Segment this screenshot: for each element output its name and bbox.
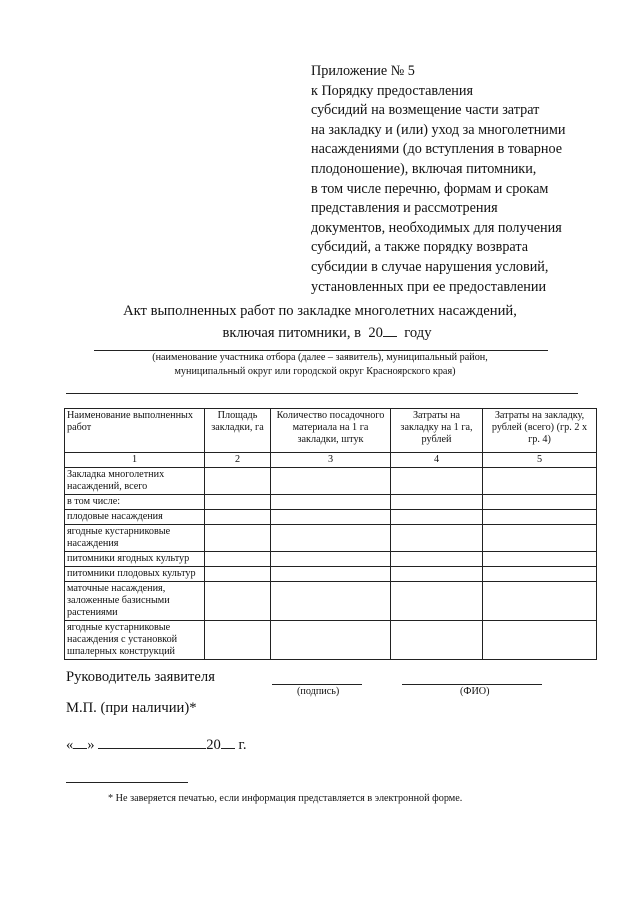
table-cell[interactable] — [205, 510, 271, 525]
row-label: питомники плодовых культур — [65, 567, 205, 582]
table-cell[interactable] — [391, 582, 483, 621]
appendix-line: документов, необходимых для получения — [311, 219, 562, 236]
table-row — [65, 468, 597, 495]
works-table — [64, 408, 597, 660]
column-number: 3 — [271, 453, 391, 468]
table-row — [65, 552, 597, 567]
column-number: 2 — [205, 453, 271, 468]
date-close-quote: » — [87, 737, 95, 753]
appendix-line: Приложение № 5 — [311, 63, 415, 79]
table-cell[interactable] — [205, 552, 271, 567]
table-cell[interactable] — [271, 468, 391, 495]
table-cell[interactable] — [205, 495, 271, 510]
header-works: Наименование выполненных работ — [65, 409, 205, 453]
table-cell[interactable] — [483, 621, 597, 660]
appendix-line: субсидий, а также порядку возврата — [311, 239, 529, 256]
table-cell[interactable] — [391, 495, 483, 510]
act-title-line-1: Акт выполненных работ по закладке многолетних насаждений, — [123, 303, 517, 319]
table-cell[interactable] — [271, 525, 391, 552]
table-cell[interactable] — [271, 621, 391, 660]
table-cell[interactable] — [483, 582, 597, 621]
table-cell[interactable] — [205, 525, 271, 552]
table-row — [65, 525, 597, 552]
table-cell[interactable] — [271, 510, 391, 525]
appendix-header — [311, 62, 611, 297]
footnote: * Не заверяется печатью, если информация представляется в электронной форме. — [108, 793, 463, 804]
appendix-line: насаждениями (до вступления в товарное — [311, 141, 563, 158]
header-cost-per-ha: Затраты на закладку на 1 га, рублей — [391, 409, 483, 453]
column-number: 1 — [65, 453, 205, 468]
appendix-line: в том числе перечню, формам и срокам — [311, 180, 549, 197]
table-cell[interactable] — [483, 495, 597, 510]
table-cell[interactable] — [205, 567, 271, 582]
applicant-caption — [0, 351, 640, 379]
table-cell[interactable] — [205, 582, 271, 621]
appendix-line: субсидии в случае нарушения условий, — [311, 258, 549, 275]
applicant-extra-line — [66, 393, 578, 394]
table-cell[interactable] — [483, 525, 597, 552]
table-cell[interactable] — [391, 567, 483, 582]
table-cell[interactable] — [271, 495, 391, 510]
act-title-line-2 — [0, 322, 640, 344]
act-title — [0, 301, 640, 344]
appendix-line: установленных при ее предоставлении — [311, 278, 547, 295]
column-number: 5 — [483, 453, 597, 468]
row-label: ягодные кустарниковые насаждения — [65, 525, 205, 552]
fio-caption: (ФИО) — [460, 686, 490, 697]
table-row — [65, 495, 597, 510]
table-cell[interactable] — [271, 552, 391, 567]
table-cell[interactable] — [391, 468, 483, 495]
table-cell[interactable] — [271, 567, 391, 582]
row-label: ягодные кустарниковые насаждения с установкой шпалерных конструкций — [65, 621, 205, 660]
table-row — [65, 567, 597, 582]
table-cell[interactable] — [483, 468, 597, 495]
table-cell[interactable] — [391, 552, 483, 567]
row-label: маточные насаждения, заложенные базисными растениями — [65, 582, 205, 621]
header-quantity: Количество посадочного материала на 1 га закладки, штук — [271, 409, 391, 453]
signature-line[interactable] — [272, 684, 362, 685]
applicant-caption-line-2: муниципальный округ или городской округ Красноярского края) — [174, 366, 456, 377]
appendix-line: плодоношение), включая питомники, — [311, 160, 537, 177]
table-row — [65, 621, 597, 660]
appendix-line: представления и рассмотрения — [311, 200, 498, 217]
table-cell[interactable] — [483, 567, 597, 582]
signature-caption: (подпись) — [297, 686, 340, 697]
column-number: 4 — [391, 453, 483, 468]
table-row — [65, 510, 597, 525]
table-cell[interactable] — [391, 525, 483, 552]
row-label: в том числе: — [65, 495, 205, 510]
table-header-row — [65, 409, 597, 453]
table-cell[interactable] — [391, 510, 483, 525]
header-area: Площадь закладки, га — [205, 409, 271, 453]
table-cell[interactable] — [205, 621, 271, 660]
stamp-label: М.П. (при наличии)* — [66, 700, 197, 716]
fio-line[interactable] — [402, 684, 542, 685]
table-cell[interactable] — [391, 621, 483, 660]
table-cell[interactable] — [483, 552, 597, 567]
row-label: плодовые насаждения — [65, 510, 205, 525]
row-label: Закладка многолетних насаждений, всего — [65, 468, 205, 495]
date-year-prefix: 20 — [206, 737, 221, 753]
row-label: питомники ягодных культур — [65, 552, 205, 567]
date-open-quote: « — [66, 737, 74, 753]
table-number-row — [65, 453, 597, 468]
table-cell[interactable] — [271, 582, 391, 621]
appendix-line: субсидий на возмещение части затрат — [311, 102, 540, 119]
year-blank — [383, 322, 397, 337]
table-cell[interactable] — [205, 468, 271, 495]
day-blank[interactable] — [73, 734, 87, 749]
table-cell[interactable] — [483, 510, 597, 525]
appendix-line: на закладку и (или) уход за многолетними — [311, 121, 566, 138]
head-of-applicant-label: Руководитель заявителя — [66, 669, 215, 685]
footnote-separator — [66, 782, 188, 783]
month-blank[interactable] — [98, 734, 206, 749]
applicant-caption-line-1: (наименование участника отбора (далее – заявитель), муниципальный район, — [152, 352, 488, 363]
act-title-suffix: году — [404, 325, 432, 341]
header-cost-total: Затраты на закладку, рублей (всего) (гр. 2 х гр. 4) — [483, 409, 597, 453]
table-row — [65, 582, 597, 621]
act-title-prefix: включая питомники, в — [222, 325, 362, 341]
year-blank[interactable] — [221, 734, 235, 749]
act-title-year: 20 — [365, 325, 401, 341]
date-line — [66, 734, 247, 754]
date-year-suffix: г. — [238, 737, 247, 753]
appendix-line: к Порядку предоставления — [311, 82, 473, 99]
